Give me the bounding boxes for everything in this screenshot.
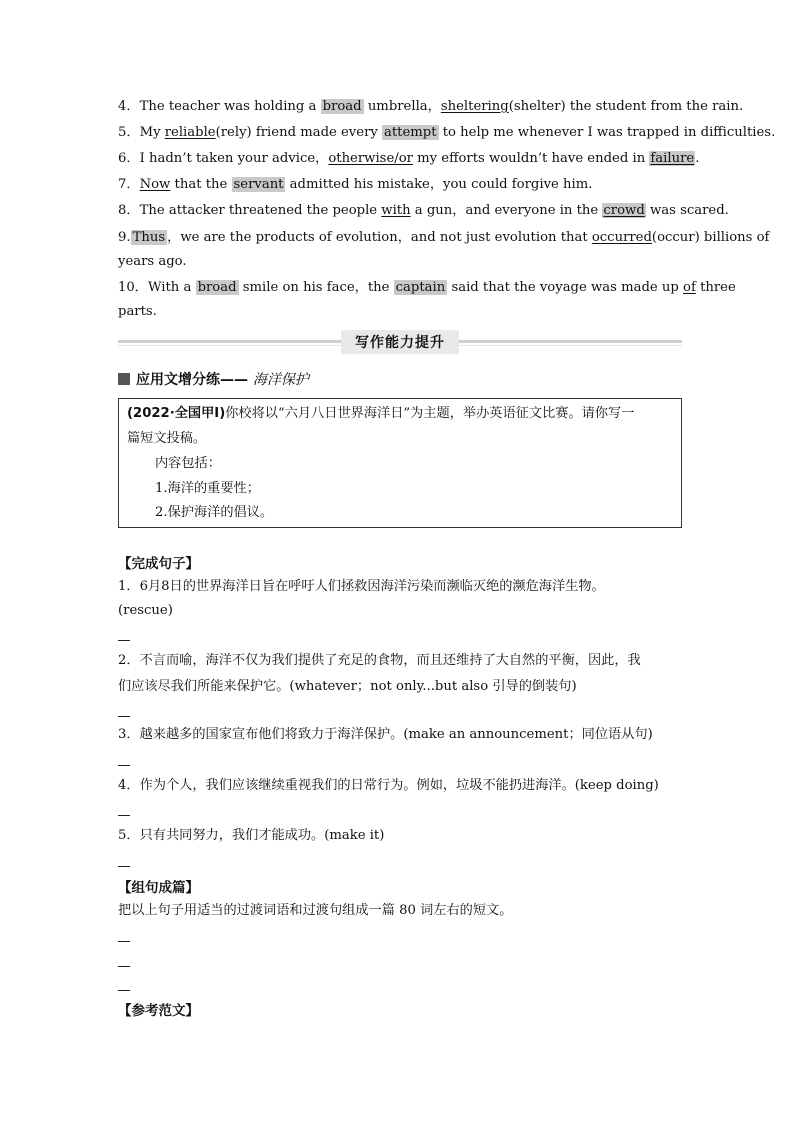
complete-sentences-heading: 【完成句子】 [118,556,199,572]
answer-text: otherwise/or [328,151,413,166]
exercise-text: The attacker threatened the people [139,203,382,218]
answer-blank[interactable] [118,941,130,942]
answer-text: failure [650,151,695,166]
exercise-text: admitted his mistake，you could forgive him. [285,177,593,192]
answer-text: reliable [164,125,216,140]
task-content-label: 内容包括： [155,456,221,471]
section-title-bar [118,330,682,352]
exercise-text: (rely) friend made every [215,125,383,140]
sentence-4: 4．作为个人，我们应该继续重视我们的日常行为。例如，垃圾不能扔进海洋。(keep doing) [118,778,659,793]
task-prompt-box [118,398,682,528]
sentence-2-line-2: 们应该尽我们所能来保护它。(whatever；not only...but also 引导的倒装句) [118,679,577,694]
exercise-text: was scared. [645,203,729,218]
answer-text: attempt [384,125,437,140]
exercise-text: said that the voyage was made up [447,280,684,295]
answer-blank[interactable] [118,765,130,766]
sentence-1-line-1: 1．6月8日的世界海洋日旨在呼吁人们拯救因海洋污染而濒临灭绝的濒危海洋生物。 [118,579,605,594]
exercise-number: 8． [118,203,140,218]
exercise-text: The teacher was holding a [139,99,321,114]
subheading-topic: 海洋保护 [252,372,309,388]
exercise-text: (occur) billions of [651,230,770,245]
exercise-text: (shelter) the student from the rain. [508,99,744,114]
exercise-number: 4． [118,99,140,114]
answer-text: crowd [603,203,645,218]
task-line-2: 篇短文投稿。 [127,431,207,446]
exercise-text: three [695,280,736,295]
section-title: 写作能力提升 [341,330,459,354]
answer-blank[interactable] [118,640,130,641]
task-source: (2022·全国甲Ⅰ) [127,406,226,421]
exercise-text: to help me whenever I was trapped in difficulties. [438,125,776,140]
subheading [118,369,309,389]
exercise-number: 6． [118,151,140,166]
task-line-1 [127,404,634,424]
exercise-text: a gun，and everyone in the [410,203,603,218]
answer-text: broad [322,99,362,114]
answer-text: Now [139,177,171,192]
exercise-text: With a [147,280,196,295]
task-point-2: 2.保护海洋的倡议。 [155,505,274,520]
answer-blank[interactable] [118,716,130,717]
exercise-line [118,123,776,143]
sentence-2-line-1: 2．不言而喻，海洋不仅为我们提供了充足的食物，而且还维持了大自然的平衡，因此，我 [118,653,641,668]
task-point-1: 1.海洋的重要性； [155,481,260,496]
answer-text: servant [233,177,284,192]
exercise-text: ，we are the products of evolution，and not just evolution that [167,230,592,245]
answer-text: captain [395,280,446,295]
exercise-text: my efforts wouldn’t have ended in [412,151,650,166]
exercise-line [118,149,700,169]
exercise-text: years ago. [118,254,187,269]
answer-text: with [381,203,411,218]
task-line-1-text: 你校将以“六月八日世界海洋日”为主题，举办英语征文比赛。请你写一 [225,406,635,421]
reference-heading: 【参考范文】 [118,1003,199,1019]
exercise-number: 7． [118,177,140,192]
answer-text: Thus [132,230,166,245]
sentence-5: 5．只有共同努力，我们才能成功。(make it) [118,828,385,843]
exercise-line [118,278,736,298]
compose-heading: 【组句成篇】 [118,880,199,896]
subheading-label: 应用文增分练 [136,372,220,388]
answer-blank[interactable] [118,966,130,967]
answer-blank[interactable] [118,815,130,816]
exercise-line [118,97,744,117]
subheading-dash: —— [220,372,248,388]
exercise-line [118,228,770,248]
exercise-number: 9. [118,230,131,245]
exercise-line [118,302,682,322]
exercise-text: that the [170,177,232,192]
exercise-text: smile on his face，the [238,280,394,295]
sentence-3: 3．越来越多的国家宣布他们将致力于海洋保护。(make an announcement；同位语从句) [118,727,653,742]
exercise-text: . [695,151,700,166]
exercise-text: I hadn’t taken your advice， [139,151,329,166]
answer-blank[interactable] [118,866,130,867]
exercise-text: My [139,125,165,140]
answer-text: broad [197,280,237,295]
square-marker-icon [118,373,130,385]
answer-text: sheltering [440,99,509,114]
answer-text: of [683,280,696,295]
exercise-text: umbrella， [363,99,441,114]
exercise-line [118,201,729,221]
exercise-line [118,252,682,272]
compose-instruction: 把以上句子用适当的过渡词语和过渡句组成一篇 80 词左右的短文。 [118,903,513,918]
sentence-1-line-2: (rescue) [118,603,173,618]
exercise-text: parts. [118,304,157,319]
exercise-line [118,175,682,195]
answer-blank[interactable] [118,990,130,991]
answer-text: occurred [591,230,652,245]
exercise-number: 5． [118,125,140,140]
exercise-number: 10． [118,280,148,295]
